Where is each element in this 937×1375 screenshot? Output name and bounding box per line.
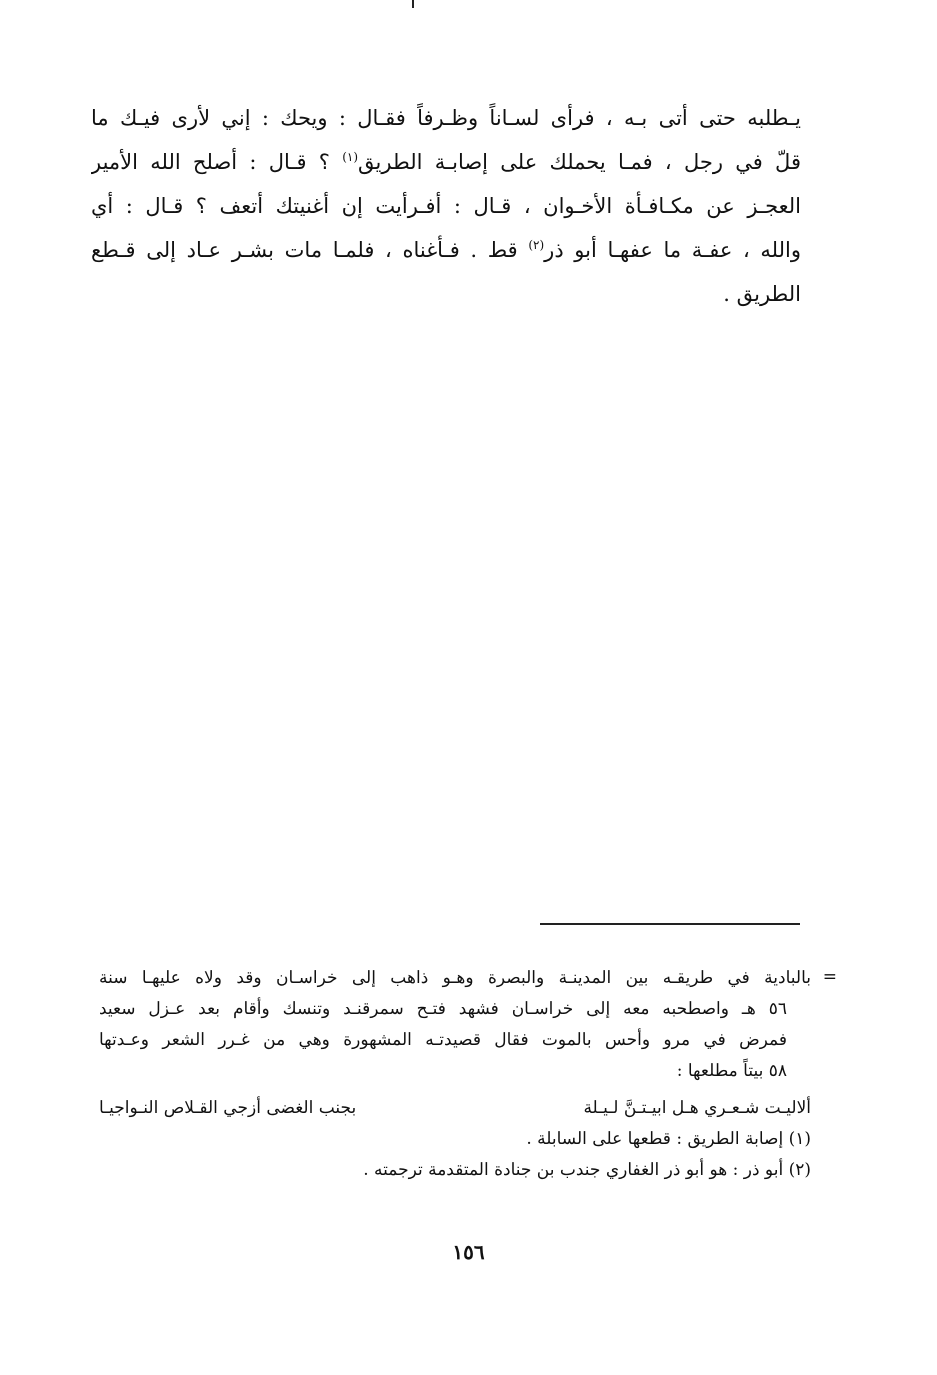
main-text-fragment: ؟ قـال : أصلح الله الأمير xyxy=(91,150,343,174)
continuation-mark: = xyxy=(822,967,837,987)
main-text-fragment: والله ، عفـة ما عفهـا أبو ذر xyxy=(544,238,801,262)
footnote-2: (٢) أبو ذر : هو أبو ذر الغفاري جندب بن جنادة المتقدمة ترجمته . xyxy=(363,1160,811,1180)
main-text-line: الطريق . xyxy=(723,282,801,306)
footnote-ref-1[interactable]: (١) xyxy=(342,150,359,164)
main-text xyxy=(91,96,801,316)
main-text-fragment: قط . فـأغناه ، فلمـا مات بشـر عـاد إلى قـطع xyxy=(91,238,529,262)
main-text-fragment: قلّ في رجل ، فمـا يحملك على إصابـة الطريق xyxy=(358,150,801,174)
verse-first-hemistich: ألاليـت شـعـري هـل ابيـتـنَّ لـيـلة xyxy=(583,1098,811,1118)
footnote-ref-2[interactable]: (٢) xyxy=(528,238,545,252)
scan-mark xyxy=(412,0,414,8)
footnotes xyxy=(99,963,811,1186)
main-text-line: العجـز عن مكـافـأة الأخـوان ، قـال : أفـرأيت إن أغنيتك أتعف ؟ قـال : أي xyxy=(91,194,801,218)
footnote-1: (١) إصابة الطريق : قطعها على السابلة . xyxy=(526,1129,811,1149)
poem-verse xyxy=(99,1093,811,1124)
verse-second-hemistich: بجنب الغضى أزجي القـلاص النـواجيـا xyxy=(99,1098,357,1118)
footnote-separator xyxy=(540,923,800,925)
footnote-continuation-line: بالبادية في طريقـه بين المدينـة والبصرة وهـو ذاهب إلى خراسـان وقد ولاه عليهـا سنة xyxy=(99,968,811,988)
main-text-line xyxy=(91,140,801,184)
page-number: ١٥٦ xyxy=(452,1240,485,1264)
footnote-continuation-line: ٥٦ هـ واصطحبه معه إلى خراسـان فشهد فتـح سمرقنـد وتنسك وأقام بعد عـزل سعيد xyxy=(99,999,787,1019)
main-text-line: يـطلبه حتى أتى بـه ، فرأى لسـاناً وظـرفاً فقـال : ويحك : إني لأرى فيـك ما xyxy=(91,106,801,130)
footnote-continuation-line: ٥٨ بيتاً مطلعها : xyxy=(676,1061,787,1081)
footnote-continuation-line: فمرض في مرو وأحس بالموت فقال قصيدتـه المشهورة وهي من غـرر الشعر وعـدتها xyxy=(99,1030,787,1050)
main-text-line xyxy=(91,228,801,272)
